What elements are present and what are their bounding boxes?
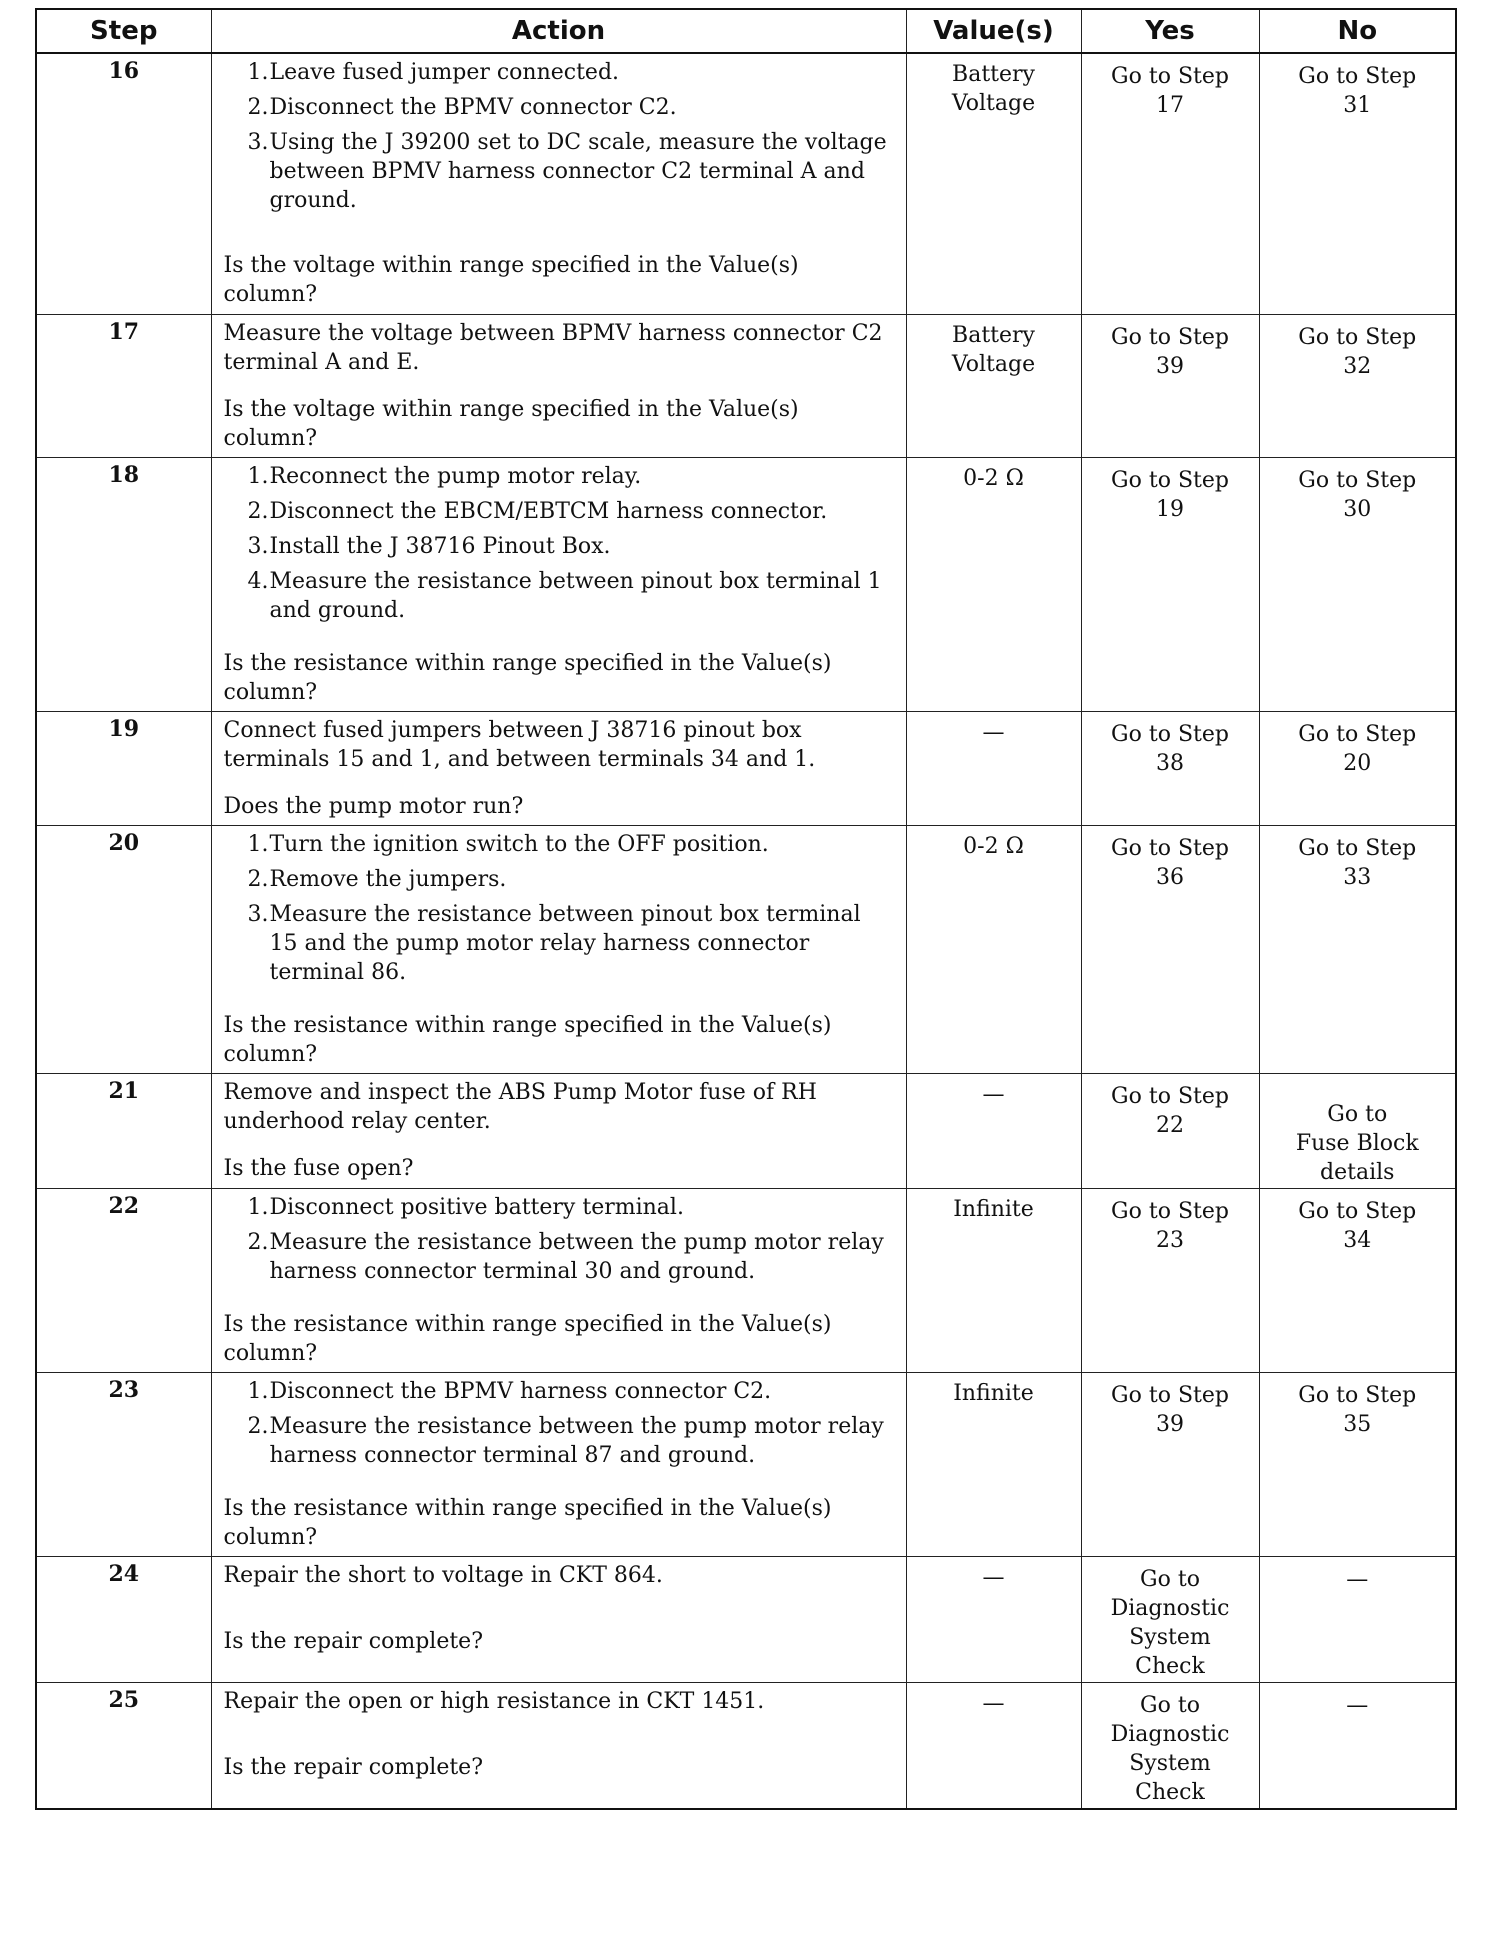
yes-cell — [1081, 314, 1259, 457]
table-header-row — [36, 9, 1456, 53]
step-number: 22 — [36, 1188, 211, 1372]
action-step-text: Disconnect the BPMV connector C2. — [269, 95, 677, 120]
action-step-text: Install the J 38716 Pinout Box. — [269, 533, 611, 559]
action-step-text: Measure the resistance between pinout box terminal 15 and the pump motor relay harness connector terminal 86. — [269, 901, 861, 985]
yes-cell-text: Go to Step 22 — [1111, 1083, 1229, 1138]
no-cell-text: Go to Step 31 — [1298, 64, 1417, 118]
no-cell-text: — — [1346, 1692, 1369, 1718]
value-cell-text: Battery Voltage — [951, 322, 1036, 377]
action-cell — [211, 1556, 906, 1682]
action-step-item — [248, 1193, 896, 1222]
no-cell — [1259, 1372, 1456, 1556]
step-number: 23 — [36, 1372, 211, 1556]
action-step-item — [248, 1377, 896, 1406]
action-text: Remove and inspect the ABS Pump Motor fuse of RH underhood relay center. — [223, 1079, 817, 1134]
step-number: 21 — [36, 1073, 211, 1188]
yes-cell-text: Go to Step 36 — [1111, 835, 1229, 890]
table-row — [36, 53, 1456, 314]
yes-cell-text: Go to Step 38 — [1111, 721, 1229, 776]
table-row — [36, 314, 1456, 457]
yes-cell-text: Go to Step 19 — [1111, 467, 1229, 522]
value-cell-text: — — [982, 1081, 1005, 1107]
action-steps-list — [224, 58, 896, 221]
action-question: Is the fuse open? — [223, 1155, 414, 1181]
action-cell — [211, 314, 906, 457]
value-cell-text: Battery Voltage — [951, 62, 1036, 116]
value-cell — [906, 314, 1081, 457]
no-cell — [1259, 314, 1456, 457]
step-number: 18 — [36, 457, 211, 711]
action-step-text: Measure the resistance between pinout box terminal 1 and ground. — [269, 568, 882, 623]
no-cell — [1259, 1556, 1456, 1682]
action-step-number: 2. — [247, 1229, 269, 1255]
no-cell — [1259, 1188, 1456, 1372]
step-number: 16 — [36, 53, 211, 314]
action-cell — [211, 1188, 906, 1372]
yes-cell — [1081, 1188, 1259, 1372]
action-step-item — [248, 1228, 896, 1286]
value-cell-text: 0-2 Ω — [963, 833, 1024, 859]
action-cell — [211, 1073, 906, 1188]
yes-cell — [1081, 53, 1259, 314]
value-cell — [906, 711, 1081, 825]
yes-cell-text: Go to Diagnostic System Check — [1110, 1566, 1230, 1679]
action-step-number: 1. — [247, 60, 269, 85]
yes-cell-text: Go to Step 39 — [1111, 324, 1229, 379]
table-row — [36, 1682, 1456, 1809]
no-cell-text: Go to Step 32 — [1298, 324, 1417, 379]
no-cell-text: Go to Step 30 — [1298, 467, 1417, 522]
yes-cell — [1081, 1682, 1259, 1809]
action-cell — [211, 711, 906, 825]
action-step-item — [248, 567, 896, 625]
action-step-text: Disconnect positive battery terminal. — [269, 1194, 684, 1220]
table-row — [36, 1073, 1456, 1188]
table-row — [36, 1372, 1456, 1556]
action-step-text: Disconnect the BPMV harness connector C2. — [269, 1378, 772, 1404]
action-text: Connect fused jumpers between J 38716 pinout box terminals 15 and 1, and between terminals 34 and 1. — [223, 717, 816, 772]
action-question: Is the repair complete? — [223, 1754, 483, 1780]
action-text: Repair the short to voltage in CKT 864. — [223, 1562, 663, 1588]
action-step-text: Using the J 39200 set to DC scale, measure the voltage between BPMV harness connector C2 terminal A and ground. — [269, 130, 887, 213]
action-step-item — [248, 532, 896, 561]
table-row — [36, 1556, 1456, 1682]
no-cell — [1259, 711, 1456, 825]
no-cell-text: Go to Fuse Block details — [1295, 1101, 1419, 1185]
table-row — [36, 1188, 1456, 1372]
header-values: Value(s) — [906, 9, 1081, 53]
action-step-item — [248, 1412, 896, 1470]
action-step-item — [248, 128, 896, 215]
action-question: Is the voltage within range specified in the Value(s) column? — [223, 253, 799, 307]
value-cell-text: Infinite — [953, 1380, 1034, 1406]
yes-cell-text: Go to Step 39 — [1111, 1382, 1229, 1437]
action-cell — [211, 53, 906, 314]
value-cell — [906, 1188, 1081, 1372]
action-step-item — [248, 58, 896, 87]
yes-cell-text: Go to Step 23 — [1111, 1198, 1229, 1253]
action-step-text: Measure the resistance between the pump motor relay harness connector terminal 30 and ground. — [269, 1229, 884, 1284]
no-cell — [1259, 53, 1456, 314]
no-cell — [1259, 825, 1456, 1073]
action-steps-list — [224, 830, 896, 993]
value-cell — [906, 53, 1081, 314]
action-step-number: 3. — [247, 533, 269, 559]
table-body — [36, 53, 1456, 1809]
no-cell — [1259, 1682, 1456, 1809]
action-question: Is the voltage within range specified in the Value(s) column? — [223, 396, 799, 451]
action-step-item — [248, 900, 896, 987]
action-cell — [211, 457, 906, 711]
action-step-item — [248, 497, 896, 526]
action-cell — [211, 1372, 906, 1556]
action-step-item — [248, 462, 896, 491]
value-cell — [906, 825, 1081, 1073]
step-number: 24 — [36, 1556, 211, 1682]
action-step-number: 2. — [247, 1413, 269, 1439]
yes-cell — [1081, 1372, 1259, 1556]
action-step-number: 2. — [247, 95, 269, 120]
yes-cell — [1081, 1556, 1259, 1682]
action-steps-list — [224, 1193, 896, 1292]
action-text: Repair the open or high resistance in CKT 1451. — [223, 1688, 765, 1714]
yes-cell — [1081, 1073, 1259, 1188]
value-cell-text: Infinite — [953, 1196, 1034, 1222]
action-step-item — [248, 865, 896, 894]
value-cell — [906, 1372, 1081, 1556]
action-step-text: Disconnect the EBCM/EBTCM harness connector. — [269, 498, 828, 524]
action-step-text: Turn the ignition switch to the OFF position. — [269, 831, 769, 857]
action-question: Does the pump motor run? — [223, 793, 524, 819]
action-step-number: 4. — [247, 568, 269, 594]
action-step-number: 1. — [247, 1378, 269, 1404]
action-text: Measure the voltage between BPMV harness connector C2 terminal A and E. — [223, 320, 883, 375]
no-cell — [1259, 1073, 1456, 1188]
action-steps-list — [224, 1377, 896, 1476]
yes-cell — [1081, 825, 1259, 1073]
action-step-item — [248, 830, 896, 859]
yes-cell — [1081, 457, 1259, 711]
action-step-text: Reconnect the pump motor relay. — [269, 463, 642, 489]
value-cell-text: — — [982, 719, 1005, 745]
action-question: Is the resistance within range specified in the Value(s) column? — [223, 1495, 832, 1550]
diagnostic-table — [35, 8, 1457, 1810]
table-row — [36, 825, 1456, 1073]
action-cell — [211, 1682, 906, 1809]
action-step-text: Remove the jumpers. — [269, 866, 507, 892]
value-cell — [906, 1556, 1081, 1682]
action-step-number: 2. — [247, 498, 269, 524]
action-question: Is the repair complete? — [223, 1628, 483, 1654]
action-question: Is the resistance within range specified in the Value(s) column? — [223, 1311, 832, 1366]
table-row — [36, 711, 1456, 825]
yes-cell-text: Go to Diagnostic System Check — [1110, 1692, 1230, 1805]
action-step-item — [248, 93, 896, 122]
action-question: Is the resistance within range specified in the Value(s) column? — [223, 1012, 832, 1067]
value-cell-text: 0-2 Ω — [963, 465, 1024, 491]
action-step-number: 3. — [247, 901, 269, 927]
no-cell — [1259, 457, 1456, 711]
value-cell — [906, 1682, 1081, 1809]
header-yes: Yes — [1081, 9, 1259, 53]
no-cell-text: Go to Step 34 — [1298, 1198, 1417, 1253]
diagnostic-page — [35, 8, 1455, 1810]
action-step-number: 2. — [247, 866, 269, 892]
yes-cell — [1081, 711, 1259, 825]
table-row — [36, 457, 1456, 711]
no-cell-text: — — [1346, 1566, 1369, 1592]
action-step-text: Measure the resistance between the pump motor relay harness connector terminal 87 and ground. — [269, 1413, 884, 1468]
action-steps-list — [224, 462, 896, 631]
header-action: Action — [211, 9, 906, 53]
no-cell-text: Go to Step 33 — [1298, 835, 1417, 890]
action-step-text: Leave fused jumper connected. — [269, 60, 620, 85]
step-number: 19 — [36, 711, 211, 825]
action-step-number: 3. — [247, 130, 269, 155]
value-cell — [906, 457, 1081, 711]
step-number: 25 — [36, 1682, 211, 1809]
header-no: No — [1259, 9, 1456, 53]
action-question: Is the resistance within range specified in the Value(s) column? — [223, 650, 832, 705]
action-step-number: 1. — [247, 1194, 269, 1220]
header-step: Step — [36, 9, 211, 53]
value-cell-text: — — [982, 1564, 1005, 1590]
no-cell-text: Go to Step 20 — [1298, 721, 1417, 776]
value-cell-text: — — [982, 1690, 1005, 1716]
no-cell-text: Go to Step 35 — [1298, 1382, 1417, 1437]
action-step-number: 1. — [247, 463, 269, 489]
step-number: 20 — [36, 825, 211, 1073]
step-number: 17 — [36, 314, 211, 457]
action-cell — [211, 825, 906, 1073]
yes-cell-text: Go to Step 17 — [1111, 64, 1229, 118]
action-step-number: 1. — [247, 831, 269, 857]
value-cell — [906, 1073, 1081, 1188]
